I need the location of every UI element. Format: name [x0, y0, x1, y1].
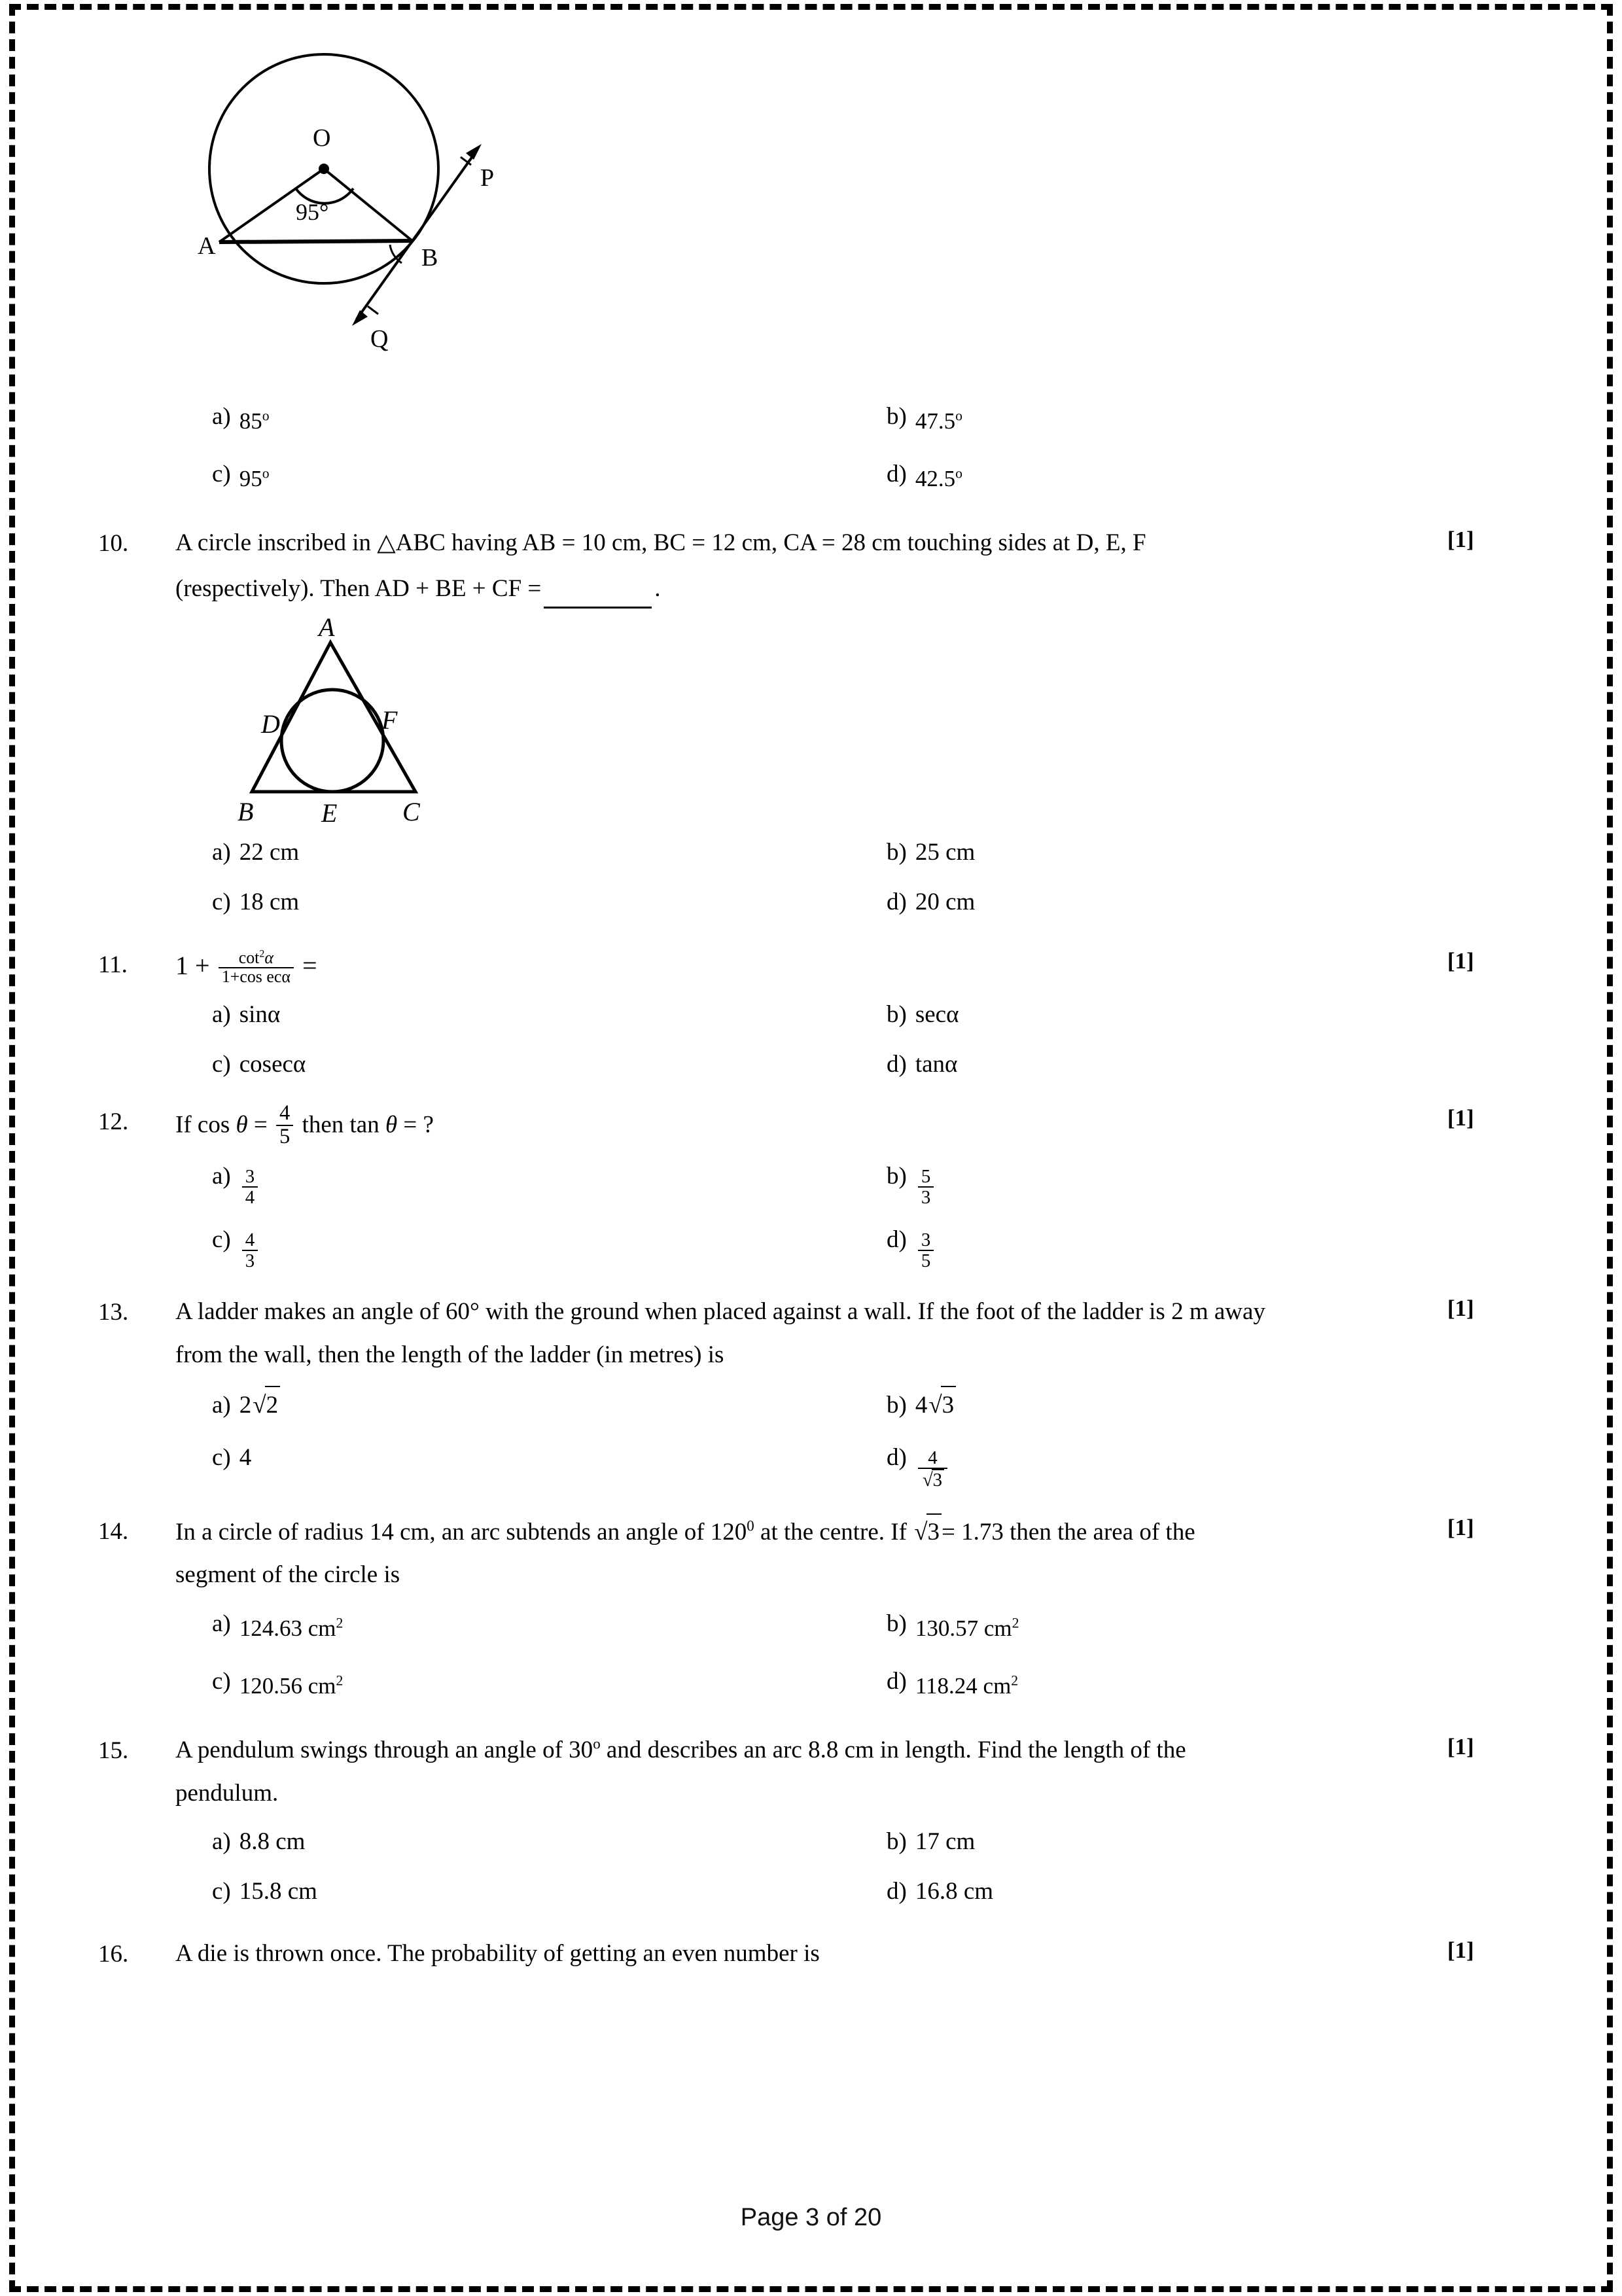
option-label: c) [212, 1443, 231, 1471]
option-label: c) [212, 1668, 231, 1695]
option-a[interactable] [175, 834, 850, 875]
fraction-denominator: 1+cos ecα [219, 967, 294, 986]
question-text-line1: A pendulum swings through an angle of 30$^o$ and describes an arc 8.8 cm in length. Find the length of the [175, 1735, 1186, 1764]
option-value: 2√2 [239, 1386, 280, 1424]
marks-badge: [1] [1447, 1734, 1474, 1760]
option-label: c) [212, 461, 231, 487]
option-value: 18 cm [239, 889, 300, 916]
option-a[interactable] [175, 1158, 850, 1209]
option-a[interactable] [175, 997, 850, 1037]
label-A: A [198, 232, 216, 260]
question-13 [98, 1294, 1525, 1372]
label-angle-95: 95° [296, 199, 329, 225]
option-value: 8.8 cm [239, 1828, 306, 1856]
option-b[interactable] [850, 997, 1525, 1037]
option-d[interactable] [850, 456, 1525, 497]
degree-superscript: o [955, 465, 962, 482]
question-10 [98, 525, 1525, 606]
option-d[interactable] [850, 1439, 1525, 1491]
question-text-line2: from the wall, then the length of the ladder (in metres) is [175, 1341, 724, 1369]
question-number: 15. [98, 1737, 129, 1765]
square-root-symbol: √2 [251, 1386, 280, 1424]
option-d[interactable] [850, 1663, 1525, 1704]
option-fraction: $\frac{5}{3}$ [918, 1167, 934, 1207]
label-O: O [313, 124, 331, 152]
degree-superscript: 0 [747, 1517, 754, 1534]
option-b[interactable] [850, 398, 1525, 439]
answer-blank [544, 607, 652, 609]
option-label: c) [212, 1050, 231, 1078]
option-b[interactable] [850, 1158, 1525, 1209]
question-number: 12. [98, 1108, 129, 1135]
option-c[interactable] [175, 1663, 850, 1704]
q11-options [175, 997, 1525, 1087]
option-b[interactable] [850, 834, 1525, 875]
theta-symbol: θ [236, 1111, 248, 1139]
option-value: tanα [915, 1050, 958, 1078]
label-A: A [319, 616, 335, 643]
question-14 [98, 1513, 1525, 1593]
option-label: d) [887, 1226, 907, 1254]
option-label: a) [212, 1828, 231, 1856]
option-value: sinα [239, 1000, 281, 1028]
fraction-numerator: $\cot^2\alpha$ [238, 947, 273, 967]
option-label: b) [887, 403, 907, 430]
question-text-line1: A die is thrown once. The probability of getting an even number is [175, 1940, 820, 1968]
option-c[interactable] [175, 1439, 850, 1480]
option-value: 124.63 $cm^2$ [239, 1615, 344, 1642]
question-expression: If cos θ = $\frac{4}{5}$ then tan θ = ? [175, 1101, 434, 1148]
q12-options [175, 1158, 1525, 1272]
option-c[interactable] [175, 456, 850, 497]
option-row [175, 1663, 1525, 1704]
option-value: 22 cm [239, 839, 300, 866]
option-value: 118.24 $cm^2$ [915, 1672, 1019, 1699]
question-number: 14. [98, 1517, 129, 1545]
question-text [175, 1936, 1447, 1971]
option-value: 4 [239, 1443, 252, 1471]
question-text-line1: A circle inscribed in △ABC having AB = 10 cm, BC = 12 cm, CA = 28 cm touching sides at D, E, F [175, 529, 1146, 556]
option-label: a) [212, 1000, 231, 1028]
q13-options [175, 1386, 1525, 1491]
option-value: 120.56 $cm^2$ [239, 1672, 344, 1699]
option-d[interactable] [850, 1046, 1525, 1087]
option-label: d) [887, 1878, 907, 1905]
option-row [175, 1824, 1525, 1864]
square-superscript: 2 [1011, 1672, 1019, 1689]
option-c[interactable] [175, 1222, 850, 1272]
option-value: 4√3 [915, 1386, 956, 1424]
option-c[interactable] [175, 1873, 850, 1914]
question-text-line2: (respectively). Then AD + BE + CF = . [175, 571, 1436, 607]
label-B: B [421, 244, 438, 272]
question-text-line2: pendulum. [175, 1779, 279, 1807]
question-number: 10. [98, 530, 129, 557]
option-label: c) [212, 889, 231, 916]
square-root-symbol: √3 [921, 1469, 944, 1490]
square-superscript: 2 [336, 1615, 344, 1631]
option-fraction: $\frac{3}{5}$ [918, 1230, 934, 1271]
question-expression [175, 947, 1447, 987]
option-label: d) [887, 461, 907, 487]
square-root-symbol: √3 [913, 1513, 942, 1550]
marks-badge: [1] [1447, 1104, 1474, 1131]
option-b[interactable] [850, 1606, 1525, 1646]
option-row [175, 997, 1525, 1037]
option-label: a) [212, 1610, 231, 1638]
marks-badge: [1] [1447, 527, 1474, 552]
q15-options [175, 1824, 1525, 1914]
option-row [175, 1873, 1525, 1914]
option-row [175, 1222, 1525, 1272]
degree-superscript: o [955, 408, 962, 424]
option-label: b) [887, 1828, 907, 1856]
expression-prefix: 1 + [175, 951, 210, 981]
question-12 [98, 1101, 1525, 1150]
option-value: 15.8 cm [239, 1878, 317, 1905]
label-F: F [381, 705, 398, 735]
option-label: c) [212, 1878, 231, 1905]
option-value: cosecα [239, 1050, 306, 1078]
option-label: a) [212, 1163, 231, 1190]
question-number: 16. [98, 1941, 129, 1968]
option-row [175, 1606, 1525, 1646]
question-text [175, 525, 1447, 606]
option-label: d) [887, 889, 907, 916]
q14-options [175, 1606, 1525, 1704]
option-d[interactable] [850, 1222, 1525, 1272]
option-row [175, 1439, 1525, 1491]
option-row [175, 398, 1525, 439]
marks-badge: [1] [1447, 1514, 1474, 1540]
question-text [175, 1294, 1447, 1372]
option-label: b) [887, 1000, 907, 1028]
option-a[interactable] [175, 1824, 850, 1864]
marks-badge: [1] [1447, 1296, 1474, 1322]
option-d[interactable] [850, 1873, 1525, 1914]
option-row [175, 1158, 1525, 1209]
q10-options [175, 834, 1525, 925]
question-number: 13. [98, 1299, 129, 1326]
label-D: D [261, 709, 280, 739]
label-E: E [321, 798, 338, 826]
option-a[interactable] [175, 398, 850, 439]
question-number: 11. [98, 951, 128, 979]
option-label: a) [212, 839, 231, 866]
expression-suffix: = [302, 951, 317, 981]
circle-with-tangent-diagram [196, 38, 1525, 395]
marks-badge: [1] [1447, 1937, 1474, 1964]
option-b[interactable] [850, 1824, 1525, 1864]
option-value: 16.8 cm [915, 1878, 994, 1905]
option-label: b) [887, 839, 907, 866]
marks-badge: [1] [1447, 948, 1474, 974]
triangle-incircle-diagram [226, 616, 1525, 829]
page-content [98, 26, 1525, 1972]
option-label: b) [887, 1391, 907, 1419]
option-row [175, 1046, 1525, 1087]
option-b[interactable] [850, 1386, 1525, 1426]
option-a[interactable] [175, 1386, 850, 1426]
square-superscript: 2 [1012, 1615, 1019, 1631]
option-label: c) [212, 1226, 231, 1254]
option-value: 25 cm [915, 839, 976, 866]
degree-superscript: o [262, 465, 270, 482]
option-label: d) [887, 1443, 907, 1471]
label-Q: Q [370, 325, 389, 353]
question-text [175, 1513, 1447, 1593]
theta-symbol: θ [385, 1111, 398, 1139]
fraction-cot2-over-1pluscosec [219, 949, 294, 986]
option-c[interactable] [175, 1046, 850, 1087]
square-root-symbol: √3 [927, 1386, 956, 1424]
option-label: a) [212, 1391, 231, 1419]
option-value: 20 cm [915, 889, 976, 916]
question-15 [98, 1733, 1525, 1810]
option-c[interactable] [175, 884, 850, 925]
fraction-4-over-5 [276, 1103, 293, 1148]
option-label: b) [887, 1163, 907, 1190]
option-row [175, 456, 1525, 497]
option-fraction: $\frac{3}{4}$ [242, 1167, 258, 1207]
option-value: 17 cm [915, 1828, 976, 1856]
question-text [175, 1733, 1447, 1810]
option-value: 95$^o$ [239, 465, 270, 491]
question-11 [98, 947, 1525, 987]
option-a[interactable] [175, 1606, 850, 1646]
option-value: 47.5$^o$ [915, 408, 962, 434]
label-B: B [238, 797, 254, 826]
option-label: b) [887, 1610, 907, 1638]
fraction-numerator: 4 [279, 1101, 291, 1125]
option-value: 85$^o$ [239, 408, 270, 434]
question-16 [98, 1936, 1525, 1972]
option-fraction: $\frac{4}{3}$ [242, 1230, 258, 1271]
option-label: d) [887, 1668, 907, 1695]
question-text-line1: In a circle of radius 14 cm, an arc subtends an angle of $120^0$ at the centre. If √3= 1.73 then the area of the [175, 1513, 1436, 1550]
q9-options [175, 398, 1525, 497]
option-value: secα [915, 1000, 959, 1028]
square-superscript: 2 [336, 1672, 344, 1689]
option-value: 130.57 $cm^2$ [915, 1615, 1019, 1642]
option-value: 42.5$^o$ [915, 465, 962, 491]
label-P: P [480, 164, 495, 192]
option-d[interactable] [850, 884, 1525, 925]
option-row [175, 884, 1525, 925]
degree-superscript: o [262, 408, 270, 424]
question-text-line2: segment of the circle is [175, 1561, 400, 1589]
option-row [175, 1386, 1525, 1426]
fraction-denominator: 5 [276, 1125, 293, 1148]
label-C: C [402, 797, 420, 826]
option-row [175, 834, 1525, 875]
option-fraction-4-over-root3: $\frac{4}{√3}$ [918, 1448, 947, 1490]
option-label: d) [887, 1050, 907, 1078]
page-footer: Page 3 of 20 [740, 2204, 882, 2231]
degree-superscript: o [593, 1735, 601, 1752]
option-label: a) [212, 403, 231, 430]
question-text-line1: A ladder makes an angle of 60° with the ground when placed against a wall. If the foot of the ladder is 2 m away [175, 1298, 1265, 1326]
